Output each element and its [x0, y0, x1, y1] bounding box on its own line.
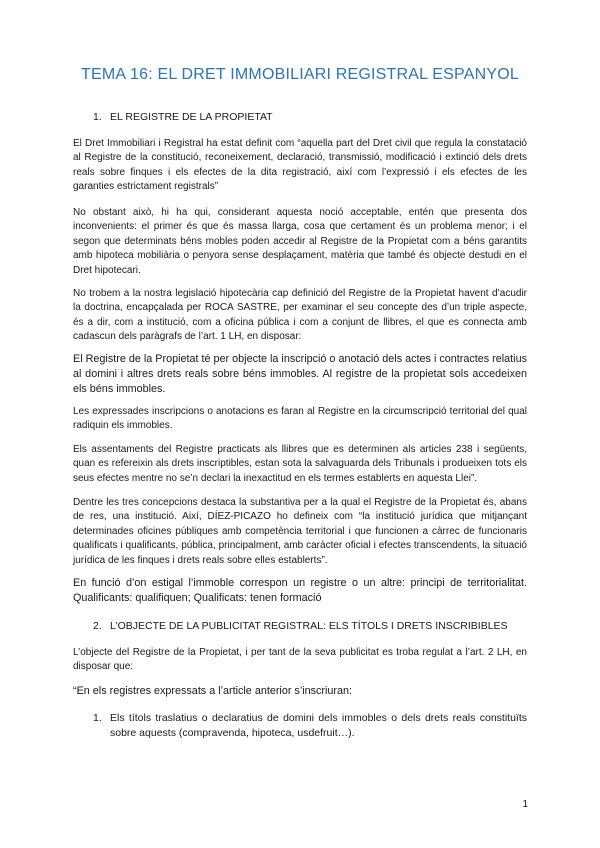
paragraph: Els assentaments del Registre practicats als llibres que es determinen als articles 238 i següents, quan es refereixin als drets inscriptibles, estan sota la salvaguarda dels Tribunals i produeixen tots els seus efectes mentre no se’n declari la inexactitud en els termes establerts en aquesta Llei”.	[73, 444, 527, 484]
paragraph: L’objecte del Registre de la Propietat, i per tant de la seva publicitat es troba regulat a l’art. 2 LH, en disposar que:	[73, 647, 527, 673]
section-heading-1	[93, 111, 273, 123]
paragraph: El Dret Immobiliari i Registral ha estat definit com “aquella part del Dret civil que regula la constatació al Registre de la constitució, reconeixement, declaració, transmissió, modificació i extinció dels drets reals sobre finques i els efectes de la dita registració, així com l’expressió i els efectes de les garanties estrictament registrals”	[73, 138, 527, 193]
paragraph: El Registre de la Propietat té per objecte la inscripció o anotació dels actes i contractes relatius al domini i altres drets reals sobre béns immobles. Al registre de la propietat sols accedeixen els béns immobles.	[73, 353, 527, 396]
paragraph: Dentre les tres concepcions destaca la substantiva per a la qual el Registre de la Propietat és, abans de res, una institució. Així, DÍEZ-PICAZO ho defineix com “la institució jurídica que mitjançant determinades oficines públiques amb competència territorial i que funcionen a càrrec de funcionaris qualificats i qualificants, pública, principalment, amb caràcter oficial i efectes transcendents, la situació jurídica de les finques i drets reals sobre elles establerts”.	[73, 497, 527, 566]
section-title: EL REGISTRE DE LA PROPIETAT	[110, 111, 273, 123]
section-heading-2	[93, 620, 508, 632]
paragraph: “En els registres expressats a l’article anterior s’inscriuran:	[73, 685, 353, 697]
list-item	[93, 711, 527, 741]
paragraph: Les expressades inscripcions o anotacions es faran al Registre en la circumscripció territorial del qual radiquin els immobles.	[73, 406, 527, 432]
section-number: 2.	[93, 620, 102, 632]
paragraph: No obstant això, hi ha qui, considerant aquesta noció acceptable, entén que presenta dos inconvenients: el primer és que és massa llarga, cosa que certament és un problema menor; i el segon que determinats béns mobles poden accedir al Registre de la Propietat com a béns garantits amb hipoteca mobiliària o penyora sense desplaçament, matèria que també és objecte destudi en el Dret hipotecari.	[73, 207, 527, 276]
paragraph: En funció d’on estigal l’immoble correspon un registre o un altre: principi de territorialitat. Qualificants: qualifiquen; Qualificats: tenen formació	[73, 577, 527, 605]
section-title: L’OBJECTE DE LA PUBLICITAT REGISTRAL: ELS TÍTOLS I DRETS INSCRIBIBLES	[110, 620, 508, 632]
paragraph: No trobem a la nostra legislació hipotecària cap definició del Registre de la Propietat havent d’acudir la doctrina, encapçalada per ROCA SASTRE, per examinar el seu concepte des d’un triple aspecte, és a dir, com a institució, com a oficina pública i com a conjunt de llibres, el que es connecta amb cadascun dels paràgrafs de l’art. 1 LH, en disposar:	[73, 288, 527, 343]
section-number: 1.	[93, 111, 102, 123]
document-title: TEMA 16: EL DRET IMMOBILIARI REGISTRAL ESPANYOL	[81, 66, 519, 83]
list-item-text: Els títols traslatius o declaratius de domini dels immobles o dels drets reals constituïts sobre aquests (compravenda, hipoteca, usdefruit…).	[110, 712, 527, 739]
page-number: 1	[522, 799, 528, 810]
list-item-number: 1.	[93, 712, 102, 724]
